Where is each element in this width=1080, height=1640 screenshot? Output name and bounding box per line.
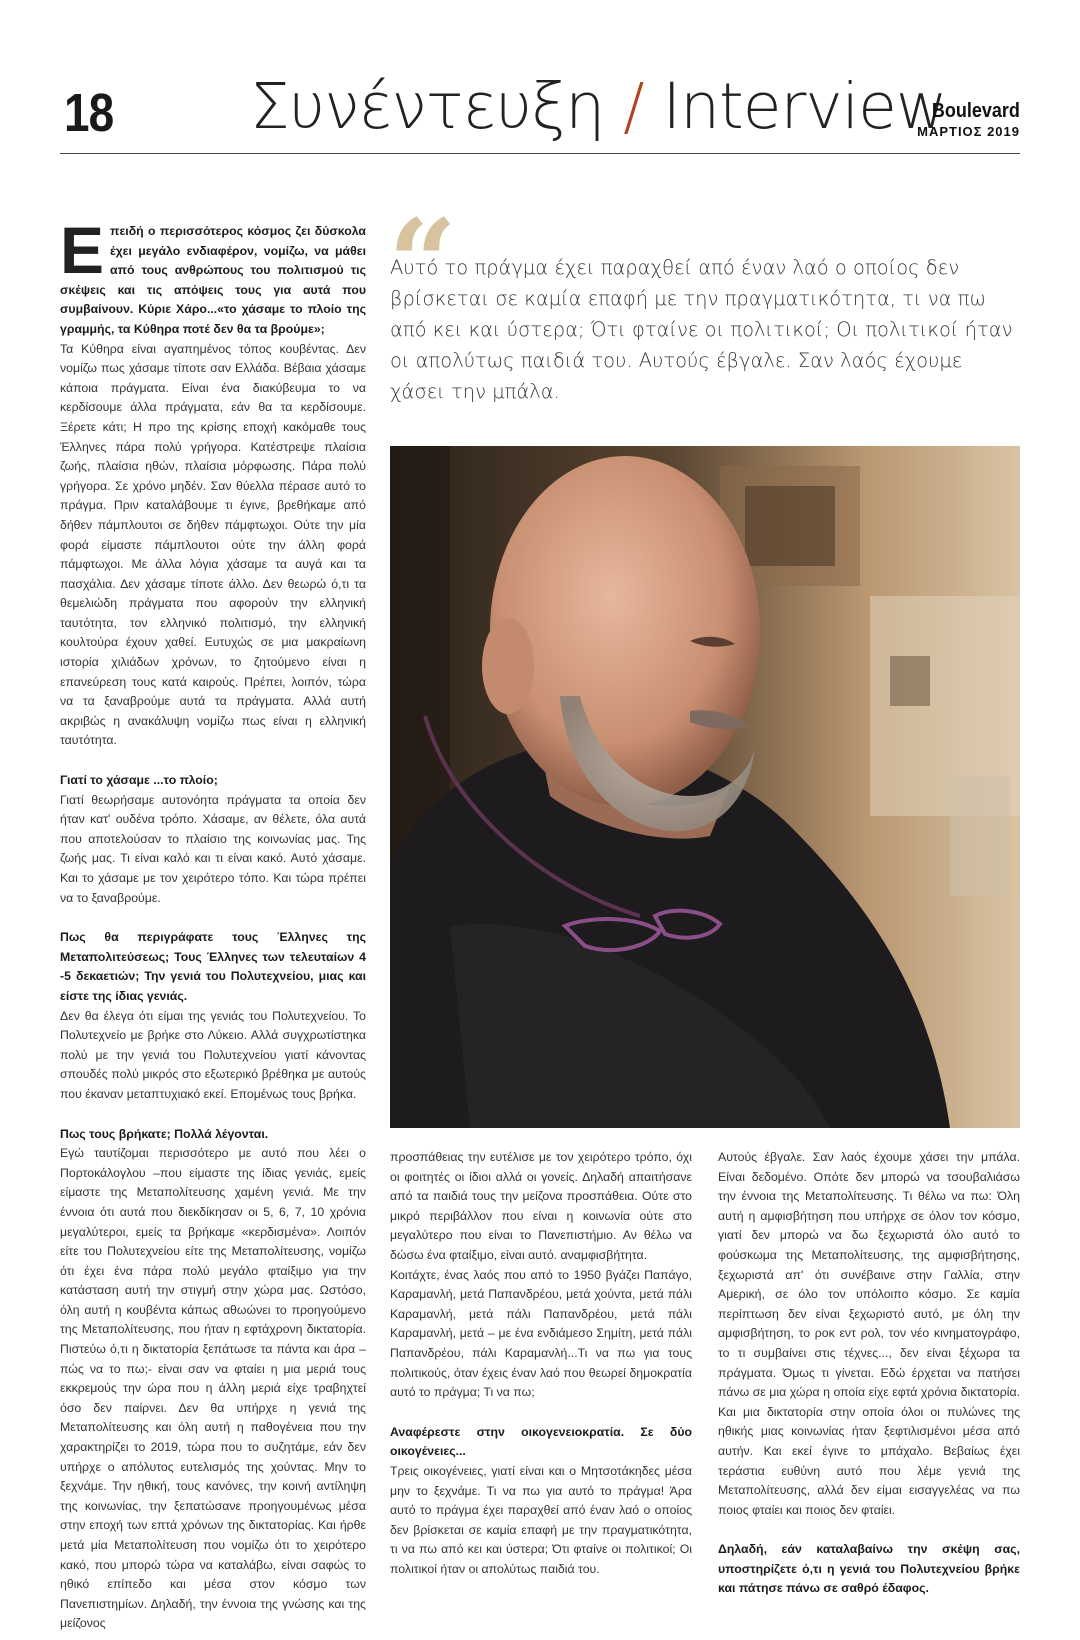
question-heading: Πως τους βρήκατε; Πολλά λέγονται. bbox=[60, 1126, 269, 1141]
article-column-1 bbox=[60, 222, 366, 1634]
section-title-greek: Συνέντευξη bbox=[250, 70, 605, 143]
page-number: 18 bbox=[64, 83, 114, 143]
interview-photo bbox=[390, 446, 1020, 1128]
answer-paragraph: Αυτούς έβγαλε. Σαν λαός έχουμε χάσει την μπάλα. Είναι δεδομένο. Οπότε δεν μπορώ να τσουβαλιάσω την έννοια της Μεταπολίτευσης. Τι θέλω να πω: Όλη αυτή η αμφισβήτηση που υπήρχε σε όλον τον κόσμο, γιατί δεν μπορώ να δω ξεχωριστά όλο αυτό το φούσκωμα της Μεταπολίτευσης, της αμφισβήτησης, ξεχωριστά απ' ότι συνέβαινε στην Γαλλία, στην Αμερική, σε όλο τον υπόλοιπο κόσμο. Σε καμία περίπτωση δεν είναι ξεχωριστό αυτό, με όλη την αμφισβήτηση, το ροκ εντ ρολ, τον νέο κινηματογράφο, το τι συμβαίνει στις τέχνες..., δεν είναι ξέχωρα τα πράγματα. Όμως τι γίνεται. Εδώ έρχεται να πατήσει πάνω σε μια χώρα η οποία είχε εφτά χρόνια δικτατορία. Και μια δικτατορία στην οποία όλοι οι πυλώνες της ηθικής μιας κοινωνίας ήταν ξεφτιλισμένοι μέσα από αυτήν. Και εκεί έγινε το μπάχαλο. Βεβαίως έχει τεράστια ευθύνη αυτό που λέμε γενιά της Μεταπολίτευσης, αλλά δεν είμαι εισαγγελέας να πω ποιος φταίει και ποιος δεν φταίει. bbox=[718, 1150, 1020, 1517]
answer-paragraph: Γιατί θεωρήσαμε αυτονόητα πράγματα τα οποία δεν ήταν κατ' ουδένα τρόπο. Χάσαμε, αν θέλετε, όλα αυτά που αποτελούσαν το πλαίσιο της κοινωνίας μας. Της ζωής μας. Τι είναι καλό και τι είναι κακό. Αυτό χάσαμε. Και το χάσαμε με τον χειρότερο τόπο. Και τώρα πρέπει να το ξαναβρούμε. bbox=[60, 792, 366, 905]
question-heading: Γιατί το χάσαμε ...το πλοίο; bbox=[60, 773, 218, 788]
section-title-english: Interview bbox=[662, 70, 947, 143]
issue-date: ΜΑΡΤΙΟΣ 2019 bbox=[917, 124, 1020, 139]
answer-paragraph: Τα Κύθηρα είναι αγαπημένος τόπος κουβέντας. Δεν νομίζω πως χάσαμε τίποτε σαν Ελλάδα. Βέβαια χάσαμε κάποια πράγματα. Είναι ένα διακύβευμα το να κερδίσουμε άλλα πράγματα, εάν θα τα κερδίσουμε. Ξέρετε κάτι; Η προ της κρίσης εποχή κακόμαθε τους Έλληνες πάρα πολύ γρήγορα. Κατέστρεψε πλαίσια ζωής, πλαίσια ηθών, πλαίσια μόρφωσης. Πάρα πολύ γρήγορα. Σε χρόνο μηδέν. Σαν θύελλα πέρασε αυτό το πράγμα. Πριν καταλάβουμε τι έγινε, βρεθήκαμε από δήθεν πάμπλουτοι σε δήθεν πάμφτωχοι. Ούτε την μία φορά είμαστε πάμπλουτοι ούτε την άλλη φορά πάμφτωχοι. Με άλλα λόγια χάσαμε τα αυγά και τα πασχάλια. Δεν χάσαμε τίποτε άλλο. Δεν θεωρώ ό,τι τα θεμελιώδη πράγματα που αφορούν την ελληνική ταυτότητα, τον ελληνικό πολιτισμό, την ελληνική κουλτούρα έχουν χαθεί. Ευτυχώς σε μια μακραίωνη ιστορία χιλιάδων χρόνων, το ζητούμενο είναι η επανεύρεση τους κατά καιρούς. Πρέπει, λοιπόν, τώρα να τα ξαναβρούμε αυτά τα πράγματα. Αλλά αυτή ακριβώς η ανακάλυψη νομίζω πως είναι η ελληνική ταυτότητα. bbox=[60, 341, 366, 748]
article-intro bbox=[60, 222, 366, 340]
section-title-slash: / bbox=[623, 70, 644, 143]
answer-paragraph: Κοιτάχτε, ένας λαός που από το 1950 βγάζει Παπάγο, Καραμανλή, μετά Παπανδρέου, μετά χούντα, μετά πάλι Καραμανλή, μετά πάλι Παπανδρέου, μετά πάλι Καραμανλή, μετά – με ένα ενδιάμεσο Σημίτη, μετά πάλι Παπανδρέου, πάλι Καραμανλή...Τι να πω για τους πολιτικούς, όταν έχεις έναν λαό που θεωρεί δημοκρατία αυτό το πράγμα; Τι να πω; bbox=[390, 1267, 692, 1400]
quote-mark-icon: “ bbox=[388, 193, 458, 334]
answer-paragraph: Δεν θα έλεγα ότι είμαι της γενιάς του Πολυτεχνείου. Το Πολυτεχνείο με βρήκε στο Λύκειο. Αλλά συγχρωτίστηκα πολύ με την γενιά του Πολυτεχνείου γιατί κάνοντας σπουδές πολύ μικρός στο εξωτερικό βρέθηκα με αυτούς που έκαναν μεταπτυχιακό εκεί. Επομένως τους βρήκα. bbox=[60, 1008, 366, 1101]
article-column-3 bbox=[718, 1148, 1020, 1599]
header-rule bbox=[60, 153, 1020, 154]
section-title bbox=[250, 70, 946, 143]
pull-quote bbox=[388, 193, 1020, 403]
question-heading: Πως θα περιγράφατε τους Έλληνες της Μεταπολιτεύσεως; Τους Έλληνες των τελευταίων 4 -5 δεκαετιών; Την γενιά του Πολυτεχνείου, μιας και είστε της ίδιας γενιάς. bbox=[60, 930, 366, 1003]
intro-question: πειδή ο περισσότερος κόσμος ζει δύσκολα έχει μεγάλο ενδιαφέρον, νομίζω, να μάθει από τους ανθρώπους του πολιτισμού τις σκέψεις και τις απόψεις τους για αυτά που συμβαίνουν. Κύριε Χάρο...«το χάσαμε το πλοίο της γραμμής, τα Κύθηρα ποτέ δεν θα τα βρούμε»; bbox=[60, 224, 366, 336]
question-heading: Αναφέρεστε στην οικογενειοκρατία. Σε δύο οικογένειες... bbox=[390, 1424, 692, 1459]
brand-logo: Boulevard bbox=[931, 100, 1020, 122]
page-header bbox=[60, 70, 1020, 158]
masthead bbox=[917, 100, 1020, 141]
question-heading: Δηλαδή, εάν καταλαβαίνω την σκέψη σας, υποστηρίζετε ό,τι η γενιά του Πολυτεχνείου βρήκε και πάτησε πάνω σε σαθρό έδαφος. bbox=[718, 1542, 1020, 1596]
article-column-2 bbox=[390, 1148, 692, 1579]
pull-quote-text: Αυτό το πράγμα έχει παραχθεί από έναν λαό ο οποίος δεν βρίσκεται σε καμία επαφή με την πραγματικότητα, τι να πω από κει και ύστερα; Ότι φταίνε οι πολιτικοί; Οι πολιτικοί ήταν οι απολύτως παιδιά του. Αυτούς έβγαλε. Σαν λαός έχουμε χάσει την μπάλα. bbox=[390, 256, 1013, 403]
answer-paragraph: προσπάθειας την ευτέλισε με τον χειρότερο τρόπο, όχι οι φοιτητές οι ίδιοι αλλά οι γονείς. Δηλαδή απαιτήσανε από τα παιδιά τους την μείζονα προσπάθεια. Ούτε στο μικρό περιβάλλον που είναι η κοινωνία ούτε στο μεγαλύτερο που είναι το Πανεπιστήμιο. Αν θέλω να δώσω ένα φταίξιμο, είναι αυτό. αναμφισβήτητα. bbox=[390, 1150, 692, 1262]
portrait-illustration bbox=[390, 446, 1020, 1128]
answer-paragraph: Εγώ ταυτίζομαι περισσότερο με αυτό που λέει ο Πορτοκάλογλου –που είμαστε της ίδιας γενιάς, εμείς είμαστε της Μεταπολίτευσης χαμένη γενιά. Με την έννοια ότι αυτά που διεκδίκησαν οι 5, 6, 7, 10 χρόνια μεγαλύτεροι, εμείς τα βρήκαμε «κερδισμένα». Λοιπόν είτε του Πολυτεχνείου είτε της Μεταπολίτευσης, νομίζω ότι έχει ένα πάρα πολύ μεγάλο φταίξιμο για την κατάσταση αυτή την στιγμή στην χώρα μας. Ωστόσο, όλη αυτή η κουβέντα κάπως αθωώνει το προηγούμενο της Μεταπολίτευσης, που ήταν η εφτάχρονη δικτατορία. Πιστεύω ό,τι η δικτατορία ξεπάτωσε τα πάντα και άρα –πώς να το πω;- είναι σαν να φταίει η μια μεριά τους εκκρεμούς την ώρα που η άλλη μεριά είχε τραβηχτεί όσο δεν παίρνει. Δεν θα υπήρχε η γενιά της Μεταπολίτευσης και όλη αυτή η παθογένεια που την χαρακτηρίζει το 2019, τώρα που το συζητάμε, εάν δεν υπήρχε ο απόλυτος ευτελισμός της χούντας. Μην το ξεχνάμε. Την ηθική, τους κανόνες, την κοινή αντίληψη της κοινωνίας, την ξεπατώσανε προηγουμένως μέσα στην εποχή των επτά χρόνων της δικτατορίας. Και ήρθε μετά μία Μεταπολίτευση που νομίζω ότι το χειρότερο κακό, που μπορώ τώρα να καταλάβω, είναι σαφώς το ηθικό επίπεδο και μέσα στον κόσμο των Πανεπιστημίων. Δηλαδή, την έννοια της γνώσης και της μείζονος bbox=[60, 1146, 366, 1631]
answer-paragraph: Τρεις οικογένειες, γιατί είναι και ο Μητσοτάκηδες μέσα μην το ξεχνάμε. Τι να πω για αυτό το πράγμα! Άρα αυτό το πράγμα έχει παραχθεί από έναν λαό ο οποίος δεν βρίσκεται σε καμία επαφή με την πραγματικότητα, τι να πω από κει και ύστερα; Ότι φταίνε οι πολιτικοί; Οι πολιτικοί ήταν οι απολύτως παιδιά του. bbox=[390, 1463, 692, 1576]
drop-cap: Ε bbox=[60, 222, 105, 287]
